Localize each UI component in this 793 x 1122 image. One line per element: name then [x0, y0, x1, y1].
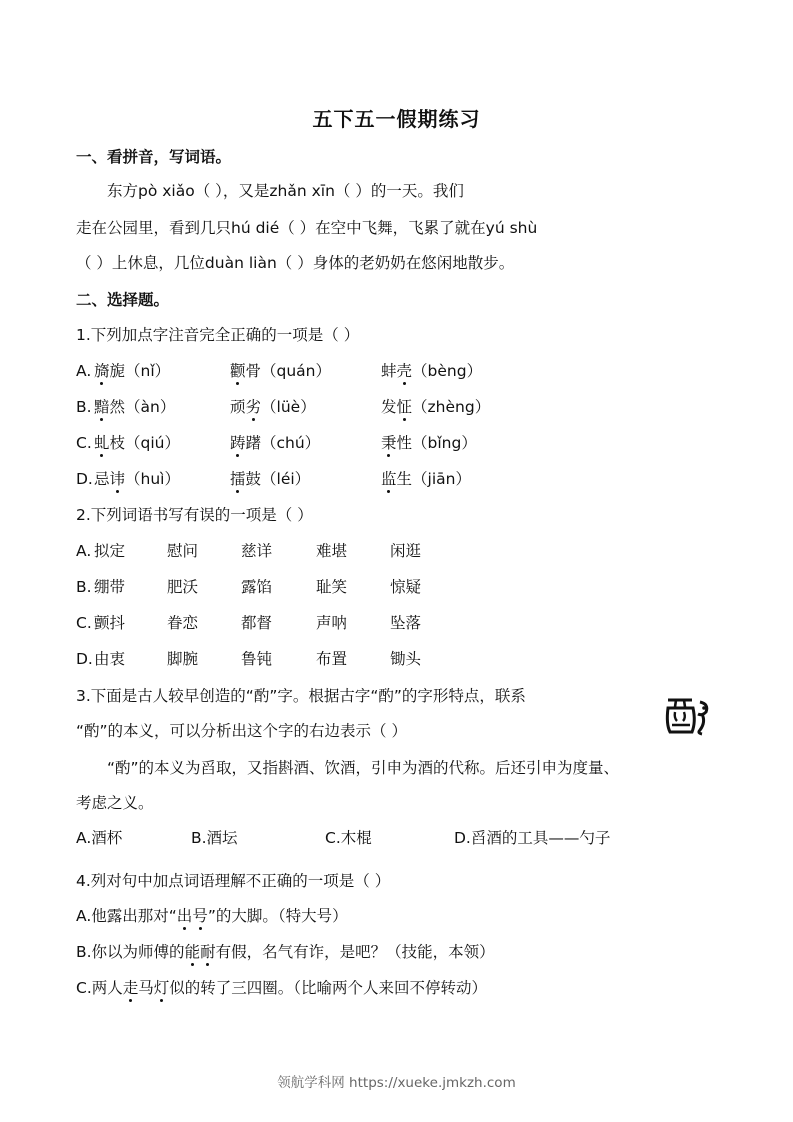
q4-stem: 4.列对句中加点词语理解不正确的一项是（ ） [76, 872, 391, 890]
option-label: C. [76, 614, 92, 632]
option-word-1: 忌讳（huì） [94, 470, 180, 488]
q3-stem-line-2: “酌”的本义，可以分析出这个字的右边表示（ ） [76, 722, 407, 740]
pinyin-line-2: 走在公园里，看到几只hú dié（ ）在空中飞舞，飞累了就在yú shù [76, 219, 538, 237]
option-word-2: 擂鼓（léi） [230, 470, 311, 488]
option-label: B. [76, 398, 92, 416]
page-title: 五下五一假期练习 [312, 107, 481, 131]
word: 颤抖 [94, 614, 126, 632]
word: 慈详 [241, 542, 273, 560]
option-word-1: 虬枝（qiú） [94, 434, 180, 452]
footer-watermark: 领航学科网 https://xueke.jmkzh.com [277, 1075, 516, 1091]
option-label: D. [76, 650, 93, 668]
q3-option-d: D.舀酒的工具——勺子 [454, 829, 611, 847]
q3-option-c: C.木棍 [325, 829, 372, 847]
q2-row-d [76, 648, 716, 670]
word: 绷带 [94, 578, 126, 596]
q2-row-a [76, 540, 716, 562]
q1-option-c [76, 432, 716, 454]
option-label: B. [76, 578, 92, 596]
word: 脚腕 [167, 650, 199, 668]
option-label: C. [76, 434, 92, 452]
q1-stem: 1.下列加点字注音完全正确的一项是（ ） [76, 326, 360, 344]
q4-option-c: C.两人走马灯似的转了三四圈。（比喻两个人来回不停转动） [76, 979, 488, 997]
word: 坠落 [390, 614, 422, 632]
q4-option-a: A.他露出那对“出号”的大脚。（特大号） [76, 907, 348, 925]
pinyin-line-3: （ ）上休息，几位duàn liàn（ ）身体的老奶奶在悠闲地散步。 [76, 254, 515, 272]
word: 锄头 [390, 650, 422, 668]
option-label: A. [76, 542, 92, 560]
option-word-2: 颧骨（quán） [230, 362, 332, 380]
q2-stem: 2.下列词语书写有误的一项是（ ） [76, 506, 313, 524]
q3-option-b: B.酒坛 [191, 829, 238, 847]
word: 耻笑 [316, 578, 348, 596]
q2-row-c [76, 612, 716, 634]
q4-option-b: B.你以为师傅的能耐有假，名气有诈，是吧？（技能，本领） [76, 943, 495, 961]
option-word-3: 发怔（zhèng） [381, 398, 491, 416]
q1-option-a [76, 360, 716, 382]
word: 由衷 [94, 650, 126, 668]
q3-options [76, 827, 716, 849]
option-word-3: 蚌壳（bèng） [381, 362, 483, 380]
option-word-1: 黯然（àn） [94, 398, 176, 416]
q2-row-b [76, 576, 716, 598]
word: 眷恋 [167, 614, 199, 632]
word: 难堪 [316, 542, 348, 560]
option-word-3: 监生（jiān） [381, 470, 471, 488]
q3-paragraph-line-2: 考虑之义。 [76, 794, 154, 812]
q3-paragraph-line-1: “酌”的本义为舀取，又指斟酒、饮酒，引申为酒的代称。后还引申为度量、 [107, 759, 620, 777]
q1-option-b [76, 396, 716, 418]
q3-stem-line-1: 3.下面是古人较早创造的“酌”字。根据古字“酌”的字形特点，联系 [76, 687, 526, 705]
word: 闲逛 [390, 542, 422, 560]
q3-option-a: A.酒杯 [76, 829, 123, 847]
option-word-3: 秉性（bǐng） [381, 434, 477, 452]
word: 露馅 [241, 578, 273, 596]
option-word-1: 旖旎（nǐ） [94, 362, 171, 380]
word: 都督 [241, 614, 273, 632]
word: 鲁钝 [241, 650, 273, 668]
word: 慰问 [167, 542, 199, 560]
q1-option-d [76, 468, 716, 490]
word: 声呐 [316, 614, 348, 632]
option-word-2: 踌躇（chú） [230, 434, 321, 452]
word: 惊疑 [390, 578, 422, 596]
word: 肥沃 [167, 578, 199, 596]
option-label: A. [76, 362, 92, 380]
section2-heading: 二、选择题。 [76, 290, 170, 309]
word: 布置 [316, 650, 348, 668]
option-word-2: 顽劣（lüè） [230, 398, 316, 416]
ancient-zhuo-glyph-icon [662, 690, 714, 738]
word: 拟定 [94, 542, 126, 560]
option-label: D. [76, 470, 93, 488]
pinyin-line-1: 东方pò xiǎo（ ），又是zhǎn xīn（ ）的一天。我们 [107, 182, 464, 200]
section1-heading: 一、看拼音，写词语。 [76, 147, 232, 166]
